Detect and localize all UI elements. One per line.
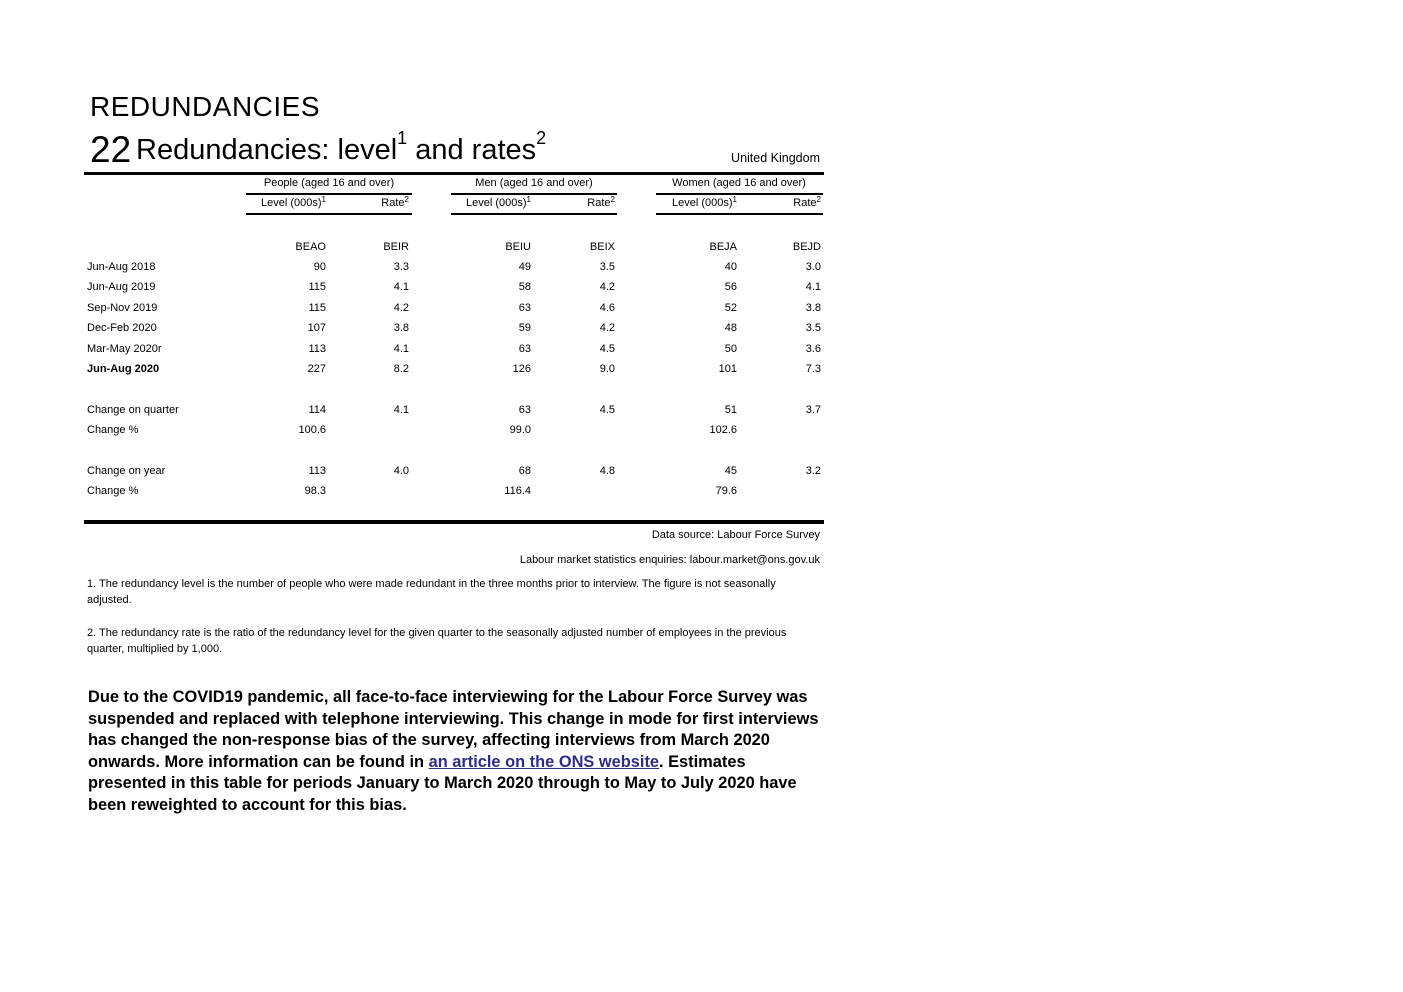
- col-header-label: Rate: [793, 197, 817, 209]
- cell-men-rate: 4.8: [599, 465, 615, 477]
- cell-people-level: 115: [308, 302, 326, 314]
- col-header-label: Rate: [587, 197, 611, 209]
- col-header-label: Rate: [381, 197, 405, 209]
- covid-notice: [88, 687, 823, 816]
- series-code-women-level: BEJA: [709, 241, 737, 253]
- group-rule-men: [451, 193, 617, 195]
- footnote-1: 1. The redundancy level is the number of people who were made redundant in the three months prior to interview. The figure is not seasonally adjusted.: [87, 578, 776, 606]
- group-rule-people: [246, 193, 412, 195]
- col-header-people-rate: [299, 197, 409, 209]
- series-code-men-rate: BEIX: [589, 241, 615, 253]
- cell-women-level: 79.6: [715, 485, 737, 497]
- cell-women-level: 52: [724, 302, 737, 314]
- title-footnote-1: 1: [397, 128, 408, 148]
- row-label: Dec-Feb 2020: [87, 322, 157, 334]
- cell-men-level: 99.0: [509, 424, 531, 436]
- colhead-rule-women: [656, 213, 823, 215]
- cell-men-level: 58: [518, 281, 531, 293]
- cell-women-level: 48: [724, 322, 737, 334]
- cell-men-rate: 4.6: [599, 302, 615, 314]
- covid-text-before: Due to the COVID19 pandemic, all face-to-face interviewing for the Labour Force Survey was suspended and replaced with telephone interviewing. This change in mode for first interviews has changed the non-response bias of the survey, affecting interviews from March 2020 onwards. More information can be found in: [88, 688, 819, 771]
- cell-women-level: 51: [724, 404, 737, 416]
- group-rule-women: [656, 193, 823, 195]
- cell-men-level: 63: [518, 343, 531, 355]
- cell-women-rate: 3.7: [805, 404, 821, 416]
- row-label: Change %: [87, 424, 139, 436]
- cell-men-level: 116.4: [504, 485, 531, 497]
- col-header-footnote: 2: [404, 195, 409, 204]
- cell-women-rate: 3.5: [805, 322, 821, 334]
- cell-men-rate: 4.5: [599, 343, 615, 355]
- cell-men-rate: 3.5: [599, 261, 615, 273]
- cell-people-rate: 3.3: [393, 261, 409, 273]
- table-title: [136, 128, 547, 167]
- cell-women-rate: 3.0: [805, 261, 821, 273]
- cell-people-level: 115: [308, 281, 326, 293]
- cell-men-rate: 4.2: [599, 322, 615, 334]
- cell-people-level: 90: [313, 261, 326, 273]
- series-code-men-level: BEIU: [505, 241, 531, 253]
- cell-women-rate: 7.3: [805, 363, 821, 375]
- group-header-women: Women (aged 16 and over): [672, 177, 806, 189]
- cell-men-rate: 4.5: [599, 404, 615, 416]
- col-header-label: Level (000s): [466, 197, 527, 209]
- series-code-people-rate: BEIR: [383, 241, 409, 253]
- table-title-mid: and rates: [407, 134, 537, 166]
- cell-people-rate: 8.2: [393, 363, 409, 375]
- footnote-2: 2. The redundancy rate is the ratio of the redundancy level for the given quarter to the seasonally adjusted number of employees in the previous quarter, multiplied by 1,000.: [87, 627, 787, 655]
- col-header-footnote: 1: [732, 195, 737, 204]
- cell-women-level: 50: [724, 343, 737, 355]
- cell-people-rate: 4.0: [393, 465, 409, 477]
- cell-men-level: 63: [518, 404, 531, 416]
- region-label: United Kingdom: [731, 151, 820, 165]
- cell-people-level: 113: [308, 465, 326, 477]
- cell-people-level: 107: [307, 322, 326, 334]
- series-code-women-rate: BEJD: [792, 241, 821, 253]
- cell-men-level: 59: [518, 322, 531, 334]
- row-label: Mar-May 2020r: [87, 343, 162, 355]
- cell-people-level: 98.3: [304, 485, 326, 497]
- cell-men-level: 49: [518, 261, 531, 273]
- cell-men-rate: 4.2: [599, 281, 615, 293]
- cell-people-level: 114: [308, 404, 326, 416]
- ons-article-link[interactable]: an article on the ONS website: [428, 752, 660, 771]
- cell-men-level: 68: [518, 465, 531, 477]
- cell-men-level: 63: [518, 302, 531, 314]
- enquiries: Labour market statistics enquiries: labour.market@ons.gov.uk: [519, 554, 820, 566]
- top-rule: [84, 172, 824, 175]
- cell-people-rate: 4.2: [393, 302, 409, 314]
- col-header-footnote: 1: [321, 195, 326, 204]
- row-label: Change %: [87, 485, 139, 497]
- title-footnote-2: 2: [536, 128, 547, 148]
- bottom-rule: [84, 520, 824, 524]
- cell-women-rate: 4.1: [805, 281, 821, 293]
- table-title-text: Redundancies: level: [136, 134, 398, 166]
- cell-people-rate: 3.8: [393, 322, 409, 334]
- cell-women-level: 56: [724, 281, 737, 293]
- col-header-label: Level (000s): [261, 197, 322, 209]
- cell-women-rate: 3.8: [805, 302, 821, 314]
- data-source: Data source: Labour Force Survey: [651, 529, 820, 541]
- cell-women-rate: 3.2: [805, 465, 821, 477]
- col-header-footnote: 2: [816, 195, 821, 204]
- col-header-footnote: 1: [526, 195, 531, 204]
- col-header-label: Level (000s): [672, 197, 733, 209]
- cell-men-rate: 9.0: [599, 363, 615, 375]
- cell-women-rate: 3.6: [805, 343, 821, 355]
- cell-people-rate: 4.1: [393, 281, 409, 293]
- group-header-men: Men (aged 16 and over): [475, 177, 593, 189]
- section-title: REDUNDANCIES: [90, 91, 321, 122]
- row-label: Jun-Aug 2019: [87, 281, 156, 293]
- cell-people-level: 227: [307, 363, 326, 375]
- row-label: Change on quarter: [87, 404, 179, 416]
- group-header-people: People (aged 16 and over): [263, 177, 395, 189]
- series-code-people-level: BEAO: [295, 241, 326, 253]
- col-header-footnote: 2: [610, 195, 615, 204]
- table-number: 22: [90, 129, 132, 170]
- cell-women-level: 101: [718, 363, 737, 375]
- cell-people-rate: 4.1: [393, 343, 409, 355]
- row-label: Jun-Aug 2020: [87, 363, 160, 375]
- cell-people-level: 113: [308, 343, 326, 355]
- col-header-women-rate: [711, 197, 821, 209]
- colhead-rule-people: [246, 213, 412, 215]
- colhead-rule-men: [451, 213, 617, 215]
- col-header-men-rate: [505, 197, 615, 209]
- cell-women-level: 40: [724, 261, 737, 273]
- row-label: Jun-Aug 2018: [87, 261, 156, 273]
- row-label: Sep-Nov 2019: [87, 302, 158, 314]
- cell-men-level: 126: [512, 363, 531, 375]
- cell-women-level: 102.6: [709, 424, 737, 436]
- cell-people-rate: 4.1: [393, 404, 409, 416]
- row-label: Change on year: [87, 465, 166, 477]
- covid-text-after: . Estimates presented in this table for periods January to March 2020 through to May to July 2020 have been reweighted to account for this bias.: [88, 752, 797, 814]
- cell-women-level: 45: [724, 465, 737, 477]
- cell-people-level: 100.6: [298, 424, 326, 436]
